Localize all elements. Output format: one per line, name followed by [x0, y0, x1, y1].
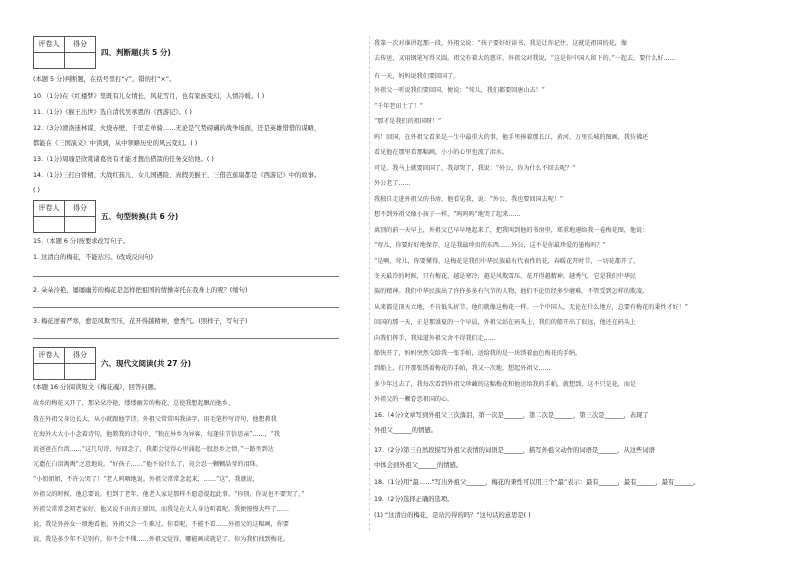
reading-para: 说，我是多少年不是别有，你不会不懂……外祖父觉得，哪能画成就是了，你为我们找到梅花。: [33, 536, 289, 543]
reading-line: 我独自走进外祖父的书房，他看见我，说：“外公，我也要回国去呢！”: [374, 196, 564, 203]
reading-line: 回国的那一天，正是那盛夏的一个早晨，外祖父站在码头上，我们的船开出了很远，他还在码头上: [374, 319, 637, 326]
reading-para: 元遗在白泪淘淘”之意地说。“好孩子……”他不说什么了，竟会忍一颗颗晶莹的泪珠。: [33, 461, 262, 468]
reading-line: 到船上，打开那张绣着梅花的手帕，我又一次地，想起外祖父……: [374, 365, 551, 372]
grader-label: 评卷人: [34, 37, 65, 53]
right-column: [374, 0, 774, 562]
score-label: 得分: [65, 348, 96, 364]
reading-para: 说爸爸在台湾……“这几句诗，每回念了，我都会觉得心里涌起一股思乡之情，”一路坐到达: [33, 446, 274, 453]
score-label: 得分: [65, 37, 96, 53]
reading-para: 我在外祖父身边长大，从小就跟他学诗。外祖父常常叫我读字，用毛笔抄写诗句，他想教我: [33, 416, 277, 423]
score-cell[interactable]: [65, 53, 96, 69]
q17-line2: 中体会到外祖父______的情感。: [374, 462, 463, 469]
reading-para: “小妞姐姐，不许公哭了！”老人呜咽地说。外祖父常常念起来，……“这”，我就说，: [33, 476, 259, 483]
q15-1: 1. 这清白的梅花，不能玷污。(改成反问句): [33, 254, 153, 261]
reading-line: “是啊，莺儿，你要懂得，这梅花是我们中华民族最有代表性的花，春暖花开时节，一切花都开了，: [374, 258, 640, 265]
answer-line-1[interactable]: [33, 276, 339, 277]
q19: 19.（2分)选择正确的选项。: [374, 496, 454, 503]
column-divider: [369, 36, 370, 531]
score-label: 得分: [65, 201, 96, 217]
q10: 10.（1分)在《红楼梦》里既有儿女情长，风花雪月，也有家族变幻，人情冷暖。( ): [33, 93, 265, 100]
section6-title: 六、现代文阅读(共 27 分): [101, 359, 192, 368]
reading-line: 多少年过去了，我每次看到外祖父珍藏的这幅梅花和他送给我的手帕，就想到，这不只是花，而是: [374, 381, 637, 388]
reading-line: “莺儿，你要好好地保存，这是我最珍贵的东西……外公，这不是你最珍爱的墨梅吗？”: [374, 242, 606, 249]
reading-line: 向我们挥手，我知道外祖父舍不得我们走……: [374, 335, 496, 342]
answer-line-3[interactable]: [33, 338, 339, 339]
q13: 13.（1分)周瑜是欣赏诸葛亮有才能才想出借箭的任务交给他。( ): [33, 156, 214, 163]
reading-line: 想不到外祖父像小孩子一样，“呜呜呜”地哭了起来……: [374, 211, 521, 218]
q12-line1: 12.（3分)滑洛迷林谋、火烧赤壁、千里走单骑……无论是气势磅礴的战争场面，还是英雄惜惜的谋略，: [33, 125, 321, 132]
reading-line: 呜！回国，在外祖父看来是一生中最重大的事，他手里捧着那长江，黄河，万里长城的图画，我仿佛还: [374, 134, 649, 141]
reading-para: 外祖父的时候，他总要说。但到了老年，他老人家是那样不愿意提起此事。“你别，你说也不要哭了，”: [33, 491, 305, 498]
q12-line2: 都能在《三国演义》中读到，从中领略历史的风云变幻。( ): [33, 140, 198, 147]
score-cell[interactable]: [65, 364, 96, 380]
reading-line: “千年老田土了！”: [374, 103, 423, 110]
reading-line: 族的精神。我们中华民族出了许许多多有气节的人物，他们不论历经多少磨难，不管受到怎样的欺凌，: [374, 288, 649, 295]
grader-cell[interactable]: [34, 217, 65, 233]
reading-para: 外祖父常常念叨老家好，他又说不出真正原因，而我是在大人身边听着呢，我便慢慢大些了……: [33, 506, 289, 513]
q14-line2: ( ): [33, 187, 40, 194]
reading-line: 冬天最冷的时候，只有梅花，越是寒冷，越是风欺雪压，花开得越精神，越秀气。它是我们中华民: [374, 273, 637, 280]
q11: 11.（1分)《猴王出世》选自清代吴承恩的《西游记》。( ): [33, 109, 192, 116]
q15-2: 2. 朵朵冷艳，屡屡幽芳的梅花是怎样把祖国的情操寄托在我身上的呢？(缩句): [33, 287, 248, 294]
q18: 18.（1分)用“最……”写出外祖父______，梅花的秉性可以用三个“最”表示：最有______，最有______，最有______。: [374, 479, 700, 486]
reading-line: 看见他在那里看那幅画，小小的心里也流了泪水。: [374, 149, 509, 156]
score-table-section6: [33, 347, 96, 380]
answer-line-2[interactable]: [33, 307, 339, 308]
section5-title: 五、句型转换(共 6 分): [101, 212, 179, 221]
reading-line: 外公老了……: [374, 180, 411, 187]
section5-intro: 15.（本题 6 分)按要求改写句子。: [33, 238, 130, 245]
q19-1: (1) “这清白的梅花，是玷污得的吗？”这句话的意思是( ): [374, 512, 531, 519]
reading-line: 我第一次对谁讲起那一段，外祖父说：“孩子要好好读书，我是让你记住，这就是祖国的花，像: [374, 40, 627, 47]
reading-line: 有一天，妈妈说我们要回国了。: [374, 73, 460, 80]
score-table-section5: [33, 200, 96, 233]
q14-line1: 14.（1分)三打白骨精、大战红孩儿、女儿国遇险、真假美猴王、三借芭蕉扇都是《西游记》中的故事。: [33, 172, 321, 179]
reading-line: 离别的前一天早上，外祖父已早早地起来了，把我叫到他的书房里，郑重地递给我一卷梅花图，他说：: [374, 227, 649, 234]
grader-label: 评卷人: [34, 348, 65, 364]
grader-label: 评卷人: [34, 201, 65, 217]
section4-title: 四、判断题(共 5 分): [101, 48, 171, 57]
reading-para: 在海外大大小小念着诗句。他教我的诗句中，“独在异乡为异客，每逢佳节倍思亲”……，“我: [33, 431, 281, 438]
q16-line1: 16.（4分)文章写到外祖父三次落泪，第一次是______，第二次是______，第三次是______，表现了: [374, 412, 649, 419]
reading-line: 可是，我马上就要回国了，我却哭了，我说：“外公，你为什么不回去呢？”: [374, 165, 576, 172]
q17-line1: 17.（2分)第三自然段描写外祖父表情的词语是______，描写外祖父动作的词语是______，从这些词语: [374, 447, 655, 454]
q15-3: 3. 梅花逆着严寒，愈是风欺雪压，花开得越精神，愈秀气。(照样子，写句子): [33, 318, 248, 325]
reading-para: 故乡的梅花又开了，那朵朵冷艳、缕缕幽芳的梅花，总使我想起飘泊他乡、: [33, 400, 235, 407]
reading-line: 船快开了，妈妈突然交给我一张手帕，送给我的是一块绣着血色梅花的手绢。: [374, 350, 582, 357]
grader-cell[interactable]: [34, 53, 65, 69]
reading-line: 去传送，又用钢笔写得又圆。祖父有着大的慈详，外祖父对我说，“这是你中国人留下的。”一起去，要什么好……: [374, 55, 676, 62]
grader-cell[interactable]: [34, 364, 65, 380]
reading-line: 外祖父一听说我们要回国，便说：“莺儿，我们都要回唐山去！”: [374, 87, 545, 94]
score-table-section4: [33, 36, 96, 69]
reading-para: 说，我是外孙女一般地看他，外祖父会一生难过。你看呢，不能不看……外祖父的这幅画，你要: [33, 521, 289, 528]
reading-line: 从来都是顶天立地，不肯低头折节。他们就像这梅花一样。一个中国人，无论在什么地方，总要有梅花的秉性才好！”: [374, 304, 688, 311]
reading-line: 外祖父的一颗眷恋祖国的心。: [374, 396, 454, 403]
q16-line2: 外祖父______的情感。: [374, 427, 437, 434]
left-column: [33, 0, 365, 562]
section6-intro: (本题 16 分)阅读短文《梅花魂》，回答问题。: [33, 384, 161, 391]
score-cell[interactable]: [65, 217, 96, 233]
section4-intro: (本题 5 分)判断题，在括号里打“√”，错的打“×”。: [33, 76, 176, 83]
reading-line: “那才是我们的祖国呀！”: [374, 118, 442, 125]
